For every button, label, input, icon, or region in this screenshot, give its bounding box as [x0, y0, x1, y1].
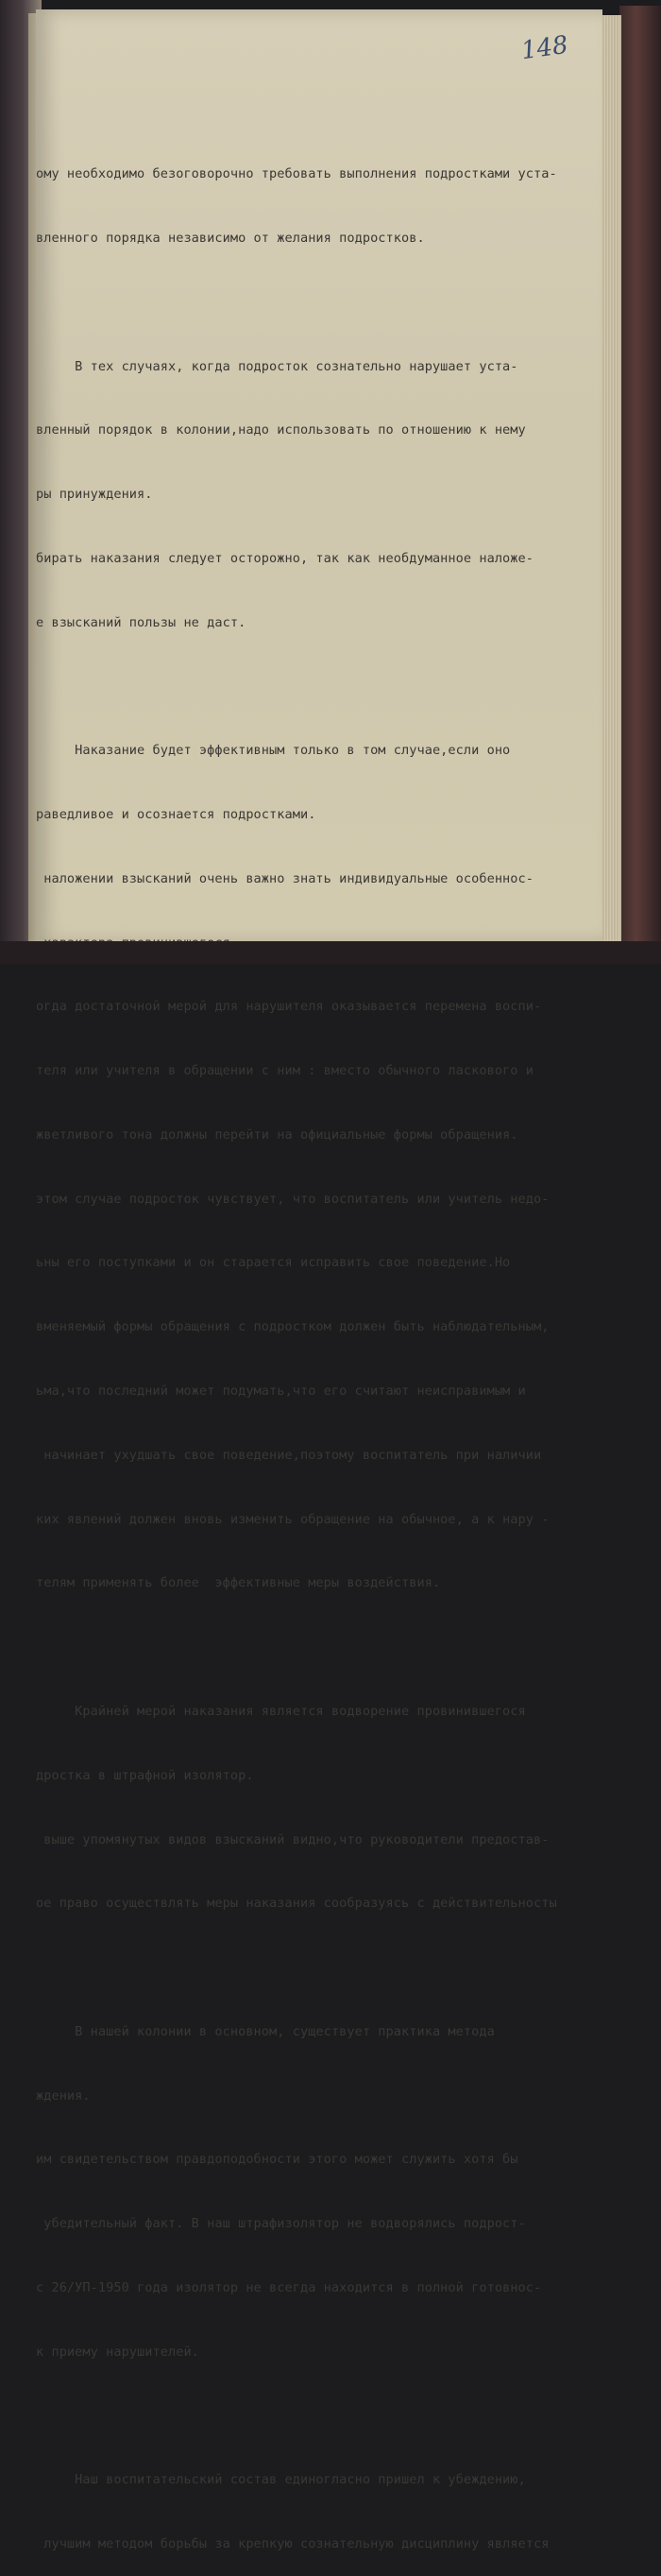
- text-line: ому необходимо безоговорочно требовать выполнения подростками уста-: [36, 166, 557, 182]
- text-line: ждения.: [36, 2087, 91, 2104]
- text-line: бирать наказания следует осторожно, так как необдуманное наложе-: [36, 550, 534, 566]
- text-line: телям применять более эффективные меры воздействия.: [36, 1575, 441, 1591]
- text-line: [36, 292, 602, 314]
- text-line: [36, 1637, 602, 1658]
- text-line: лучшим методом борьбы за крепкую сознательную дисциплину является: [36, 2536, 550, 2552]
- text-line: начинает ухудшать свое поведение,поэтому воспитатель при наличии: [36, 1447, 542, 1463]
- text-line: теля или учителя в обращении с ним : вместо обычного ласкового и: [36, 1063, 534, 1079]
- text-line: этом случае подросток чувствует, что воспитатель или учитель недо-: [36, 1191, 550, 1207]
- text-line: раведливое и осознается подростками.: [36, 807, 316, 822]
- text-line: В нашей колонии в основном, существует практика метода: [36, 2023, 495, 2039]
- book-cover-bottom: [0, 941, 661, 964]
- text-line: огда достаточной мерой для нарушителя оказывается перемена воспи-: [36, 999, 542, 1015]
- text-line: Наш воспитательский состав единогласно пришел к убеждению,: [36, 2472, 526, 2488]
- text-line: им свидетельством правдоподобности этого может служить хотя бы: [36, 2152, 518, 2168]
- text-line: наложении взысканий очень важно знать индивидуальные особеннос-: [36, 870, 534, 886]
- text-line: [36, 2406, 602, 2428]
- text-line: дростка в штрафной изолятор.: [36, 1767, 254, 1783]
- text-line: Крайней мерой наказания является водворение провинившегося: [36, 1703, 526, 1719]
- text-line: убедительный факт. В наш штрафизолятор не водворялись подрост-: [36, 2216, 526, 2232]
- text-line: ких явлений должен вновь изменить обращение на обычное, а к нару -: [36, 1511, 550, 1527]
- text-line: вленного порядка независимо от желания подростков.: [36, 230, 425, 246]
- page-number-handwritten: 148: [519, 30, 570, 66]
- text-line: с 26/УП-1950 года изолятор не всегда находится в полной готовнос-: [36, 2279, 542, 2295]
- page-stack-edge: [601, 15, 621, 941]
- book-cover-right: [619, 6, 661, 964]
- text-line: вменяемый формы обращения с подростком должен быть наблюдательным,: [36, 1319, 550, 1335]
- text-line: вленный порядок в колонии,надо использовать по отношению к нему: [36, 422, 526, 438]
- text-line: е взысканий пользы не даст.: [36, 614, 246, 630]
- text-line: ьма,что последний может подумать,что его считают неисправимым и: [36, 1383, 526, 1400]
- text-line: ое право осуществлять меры наказания сообразуясь с действительносты: [36, 1896, 557, 1912]
- text-line: к приему нарушителей.: [36, 2344, 199, 2360]
- text-line: В тех случаях, когда подросток сознательно нарушает уста-: [36, 358, 518, 374]
- text-line: ры принуждения.: [36, 487, 153, 503]
- text-line: Наказание будет эффективным только в том случае,если оно: [36, 743, 511, 759]
- text-line: жветливого тона должны перейти на официальные формы обращения.: [36, 1126, 518, 1142]
- text-line: ьны его поступками и он старается исправить свое поведение.Но: [36, 1255, 511, 1271]
- typewritten-text-body: [36, 121, 602, 2576]
- text-line: [36, 1957, 602, 1979]
- text-line: выше упомянутых видов взысканий видно,что руководители предостав-: [36, 1831, 550, 1847]
- text-line: [36, 676, 602, 697]
